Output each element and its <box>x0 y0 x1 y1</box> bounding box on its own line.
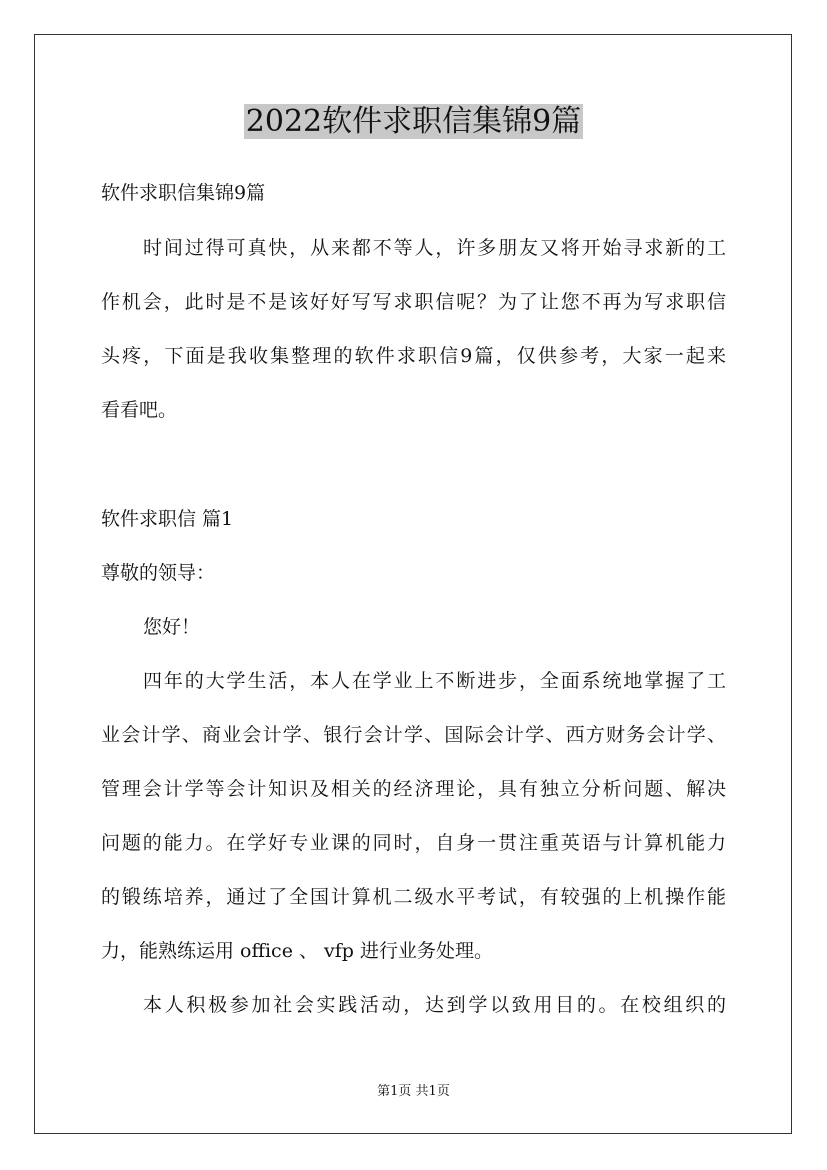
document-title: 2022软件求职信集锦9篇 <box>245 104 582 139</box>
section-heading: 软件求职信 篇1 <box>101 508 234 530</box>
page-footer: 第1页 共1页 <box>377 1084 450 1099</box>
intro-line: 时间过得可真快，从来都不等人，许多朋友又将开始寻求新的工 <box>143 237 726 259</box>
body-line: 四年的大学生活，本人在学业上不断进步，全面系统地掌握了工 <box>143 670 726 692</box>
greeting: 您好！ <box>143 616 201 638</box>
body-line: 力，能熟练运用 office 、 vfp 进行业务处理。 <box>101 940 493 962</box>
intro-line: 作机会，此时是不是该好好写写求职信呢？为了让您不再为写求职信 <box>101 291 726 313</box>
body-line: 问题的能力。在学好专业课的同时，自身一贯注重英语与计算机能力 <box>101 832 726 854</box>
intro-line: 看看吧。 <box>101 399 178 421</box>
body-line: 本人积极参加社会实践活动，达到学以致用目的。在校组织的 <box>143 994 726 1016</box>
body-line: 业会计学、商业会计学、银行会计学、国际会计学、西方财务会计学、 <box>101 724 726 746</box>
document-subtitle: 软件求职信集锦9篇 <box>101 182 266 204</box>
body-line: 的锻练培养，通过了全国计算机二级水平考试，有较强的上机操作能 <box>101 886 726 908</box>
salutation: 尊敬的领导： <box>101 562 216 584</box>
body-line: 管理会计学等会计知识及相关的经济理论，具有独立分析问题、解决 <box>101 778 726 800</box>
intro-line: 头疼，下面是我收集整理的软件求职信9篇，仅供参考，大家一起来 <box>101 345 726 367</box>
